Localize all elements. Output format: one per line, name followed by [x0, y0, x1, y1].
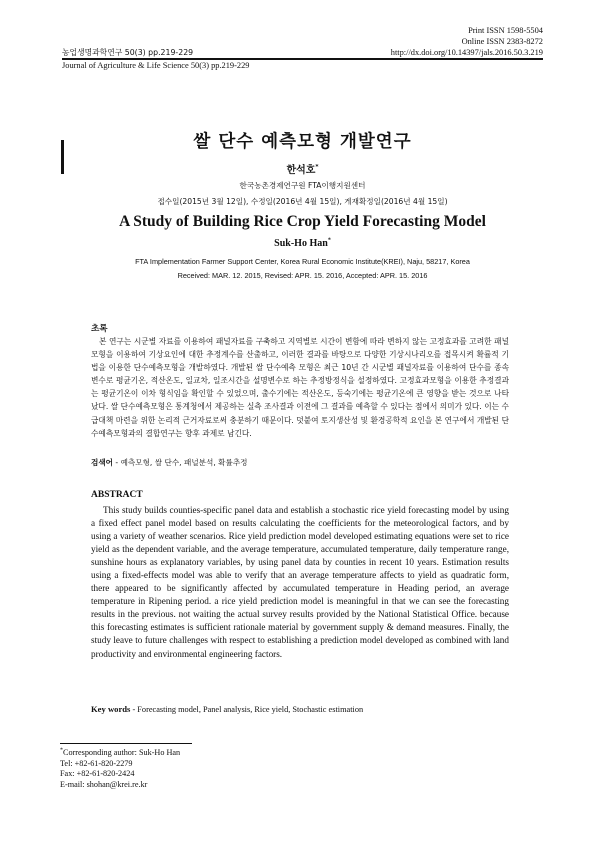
abstract-en-body: This study builds counties-specific panel data and establish a stochastic rice yield forecasting model by using a fixed effect panel model based on results calculating the coefficients for the meteorological factors, and by using a variety of weather scenarios. Rice yield prediction model developed estimating equations were set to rice yield as the dependent variable, and the average temperature, accumulated temperature, daily temperature range, sunshine hours as explanatory variables, by using panel data by counties in recent 10 years. Estimation results using a fixed-effects model was able to verify that an average temperature affects to yield as quadratic form, there appeared to be significantly affected by accumulated temperature in Heading period, an average temperature in Ripening period. a rice yield prediction model is meaningful in that we can see the forecasting results in the previous. not waiting the actual survey results provided by the National Statistical Office. because this forecasting estimates is sufficient rationale material by government supply & demand measures. Finally, the study leave to future challenges with respect to establishing a prediction model developed as combined with land productivity and environmental engineering factors. [91, 505, 509, 659]
author-kr: 한석호* [286, 163, 319, 176]
abstract-en-heading: ABSTRACT [91, 490, 143, 500]
dates-en: Received: MAR. 12. 2015, Revised: APR. 15. 2016, Accepted: APR. 15. 2016 [177, 271, 428, 280]
footnote-corresponding: *Corresponding author: Suk-Ho Han [60, 747, 181, 757]
affiliation-en: FTA Implementation Farmer Support Center, Korea Rural Economic Institute(KREI), Naju, 58217, Korea [135, 257, 470, 266]
issn-print: Print ISSN 1598-5504 [468, 26, 543, 35]
abstract-kr-heading: 초록 [91, 324, 108, 334]
footnote [60, 748, 180, 790]
footnote-rule [60, 743, 192, 744]
issn-block [462, 26, 543, 47]
keywords-kr: 검색어 - 예측모형, 쌀 단수, 패널분석, 확률추정 [91, 458, 248, 467]
footnote-email[interactable]: E-mail: shohan@krei.re.kr [60, 779, 148, 789]
footnote-tel: Tel: +82-61-820-2279 [60, 758, 133, 768]
author-en-mark: * [327, 237, 331, 244]
doi-link[interactable]: http://dx.doi.org/10.14397/jals.2016.50.3.219 [390, 48, 543, 57]
journal-en: Journal of Agriculture & Life Science 50(3) pp.219-229 [62, 61, 250, 70]
author-kr-mark: * [315, 163, 319, 171]
affiliation-kr: 한국농촌경제연구원 FTA이행지원센터 [239, 181, 366, 190]
footnote-fax: Fax: +82-61-820-2424 [60, 769, 135, 779]
header-rule [62, 58, 543, 60]
paper-title-en: A Study of Building Rice Crop Yield Forecasting Model [119, 213, 486, 230]
keywords-en: Key words - Forecasting model, Panel analysis, Rice yield, Stochastic estimation [91, 704, 364, 714]
paper-title-kr: 쌀 단수 예측모형 개발연구 [193, 132, 412, 152]
footnote-mark: * [60, 747, 63, 754]
issn-online: Online ISSN 2383-8272 [461, 36, 543, 46]
author-en: Suk-Ho Han* [274, 237, 331, 249]
journal-kr: 농업생명과학연구 50(3) pp.219-229 [62, 48, 194, 57]
dates-kr: 접수일(2015년 3월 12일), 수정일(2016년 4월 15일), 게재확정일(2016년 4월 15일) [157, 197, 448, 206]
abstract-kr-body: 본 연구는 시군별 자료를 이용하여 패널자료를 구축하고 지역별로 시간이 변함에 따라 변하지 않는 고정효과를 고려한 패널모형을 이용하여 기상요인에 대한 추정계수를 산출하고, 이러한 결과를 바탕으로 다양한 기상시나리오를 접목시켜 확률적 기법을 이용한 단수예측모형을 개발하였다. 개발된 쌀 단수예측 모형은 최근 10년 간 시군별 패널자료를 이용하여 단수를 종속변수로 평균기온, 적산온도, 일교차, 일조시간을 설명변수로 하는 추정방정식을 설정하였다. 고정효과모형을 이용한 추정결과는 평균기온이 이차 형식임을 확인할 수 있었으며, 출수기에는 적산온도, 등숙기에는 평균기온에 큰 영향을 받는 것으로 나타났다. 쌀 단수예측모형은 통계청에서 제공하는 실측 조사결과 이전에 그 결과를 예측할 수 있다는 점에서 의미가 있다. 이는 수급대책 마련을 위한 논리적 근거자료로써 충분하기 때문이다. 덧붙여 토지생산성 및 환경공학적 요인을 본 연구에서 개발된 단수예측모형과의 결합연구는 향후 과제로 남긴다. [91, 337, 509, 438]
